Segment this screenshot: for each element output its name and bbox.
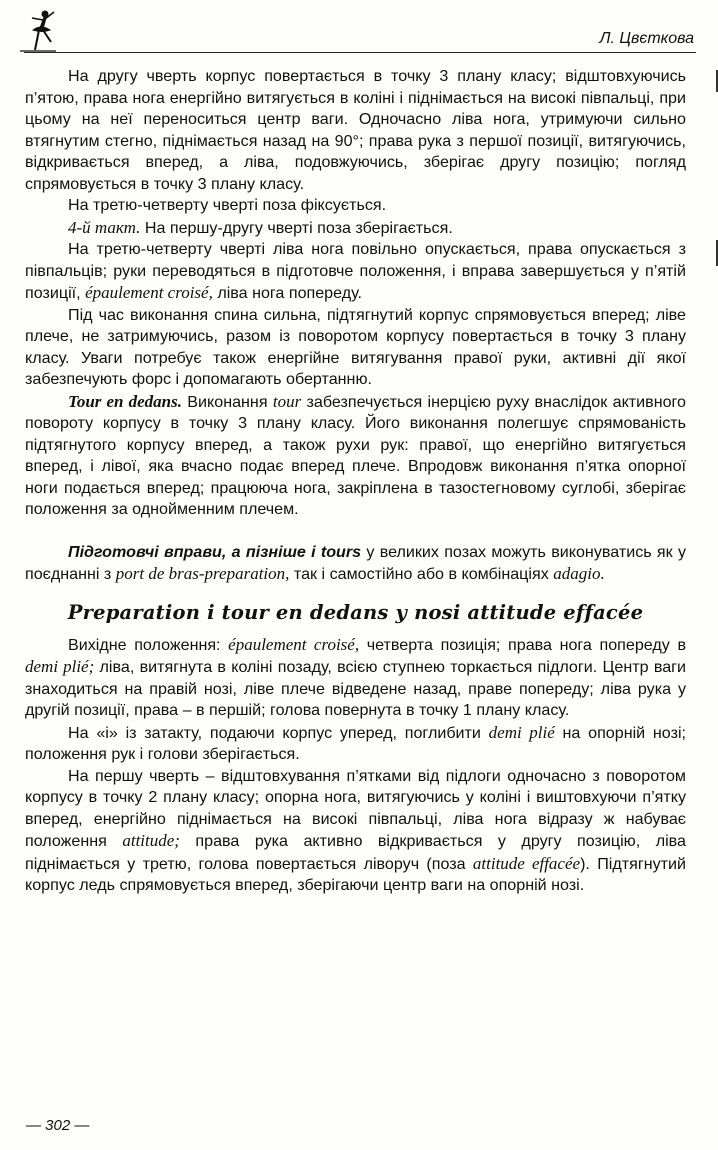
takt-label: 4-й такт. — [68, 217, 141, 237]
page-header — [0, 0, 718, 60]
term: attitude effacée — [472, 853, 581, 873]
term: épaulement croisé, — [85, 283, 213, 302]
term: épaulement croisé, — [228, 634, 360, 654]
page-number: — 302 — — [26, 1117, 90, 1134]
paragraph: На другу чверть корпус повертається в точку 3 плану класу; відштовхуючись п’ятою, права нога енергійно витягується в коліні і піднімається на високі півпальці, при цьому на неї переноситься центр ваги. Одночасно ліва нога, утримуючи сильно втягнутим стегно, піднімається назад на 90°; права рука з першої позиції, витягуючись, відкривається вперед, а ліва, подовжуючись, зберігає другу позицію; погляд спрямовується в точку 3 плану класу. — [25, 67, 686, 193]
page-body — [25, 66, 686, 897]
subheading-tour-en-dedans: Tour en dedans. — [68, 391, 182, 411]
section-title: Preparation i tour en dedans y nosi attitude effacée — [67, 600, 644, 624]
paragraph: На третю-четверту чверті ліва нога повільно опускається, права опускається з півпальців; руки переводяться в підготовче положення, і вправа завершується у п’ятій позиції, épaulement croisé, ліва нога попереду. — [25, 240, 686, 302]
term: demi plié; — [25, 657, 95, 676]
paragraph: Під час виконання спина сильна, підтягнутий корпус спрямовується вперед; ліве плече, не затримуючись, разом із поворотом корпусу повертається в точку 3 плану класу. Уваги потребує також енергійне витягування правої руки, активні дії якої забезпечують форс і допомагають обертанню. — [25, 305, 686, 388]
author-name: Л. Цвєткова — [599, 30, 694, 47]
paragraph: Tour en dedans. Виконання tour забезпечується інерцією руху внаслідок активного повороту корпусу в точку 3 плану класу. Його виконання полегшує спрямованість підтягнутого корпусу вперед, а також рухи рук: правої, що енергійно витягується вперед, і лівої, яка вчасно подає вперед плече. Впродовж виконання п’ятка опорної ноги подається вперед; працююча нога, закріплена в тазостегновому суглобі, зберігає положення за однойменним плечем. — [25, 391, 687, 518]
paragraph: На першу чверть – відштовхування п’ятками від підлоги одночасно з поворотом корпусу в точку 2 плану класу; опорна нога, витягуючись у коліні і виштовхуючи п’ятку вперед, енергійно піднімається на високі півпальці, ліва нога відразу ж набуває положення attitude; права рука активно відкривається у другу позицію, ліва піднімається у третю, голова повертається ліворуч (поза attitude effacée). Підтягнутий корпус ледь спрямовується вперед, зберігаючи центр ваги на опорній нозі. — [25, 766, 687, 894]
term: demi plié — [488, 722, 555, 742]
ballerina-logo-icon — [18, 8, 58, 52]
term: port de bras-preparation, — [115, 564, 290, 583]
paragraph: На третю-четверту чверті поза фіксується. — [68, 196, 387, 214]
paragraph: 4-й такт. На першу-другу чверті поза зберігається. — [68, 217, 453, 237]
header-divider — [24, 52, 696, 53]
paragraph: Вихідне положення: épaulement croisé, четверта позиція; права нога попереду в demi plié; ліва, витягнута в коліні позаду, всією ступнею торкається підлоги. Центр ваги знаходиться на правій нозі, ліве плече відведене назад, праве попереду; ліва рука у другій позиції, права – в першій; голова повернута в точку 1 плану класу. — [25, 634, 686, 719]
term: tour — [272, 391, 302, 411]
emphasis: Підготовчі вправи, а пізніше і tours — [68, 542, 362, 561]
paragraph: На «і» із затакту, подаючи корпус уперед, поглибити demi plié на опорній нозі; положення рук і голови зберігається. — [25, 722, 686, 763]
paragraph: Підготовчі вправи, а пізніше і tours у великих позах можуть виконуватись як у поєднанні з port de bras-preparation, так і самостійно або в комбінаціях adagio. — [25, 542, 686, 583]
term: adagio. — [553, 564, 605, 583]
spacer — [25, 521, 686, 542]
term: attitude; — [122, 831, 180, 850]
